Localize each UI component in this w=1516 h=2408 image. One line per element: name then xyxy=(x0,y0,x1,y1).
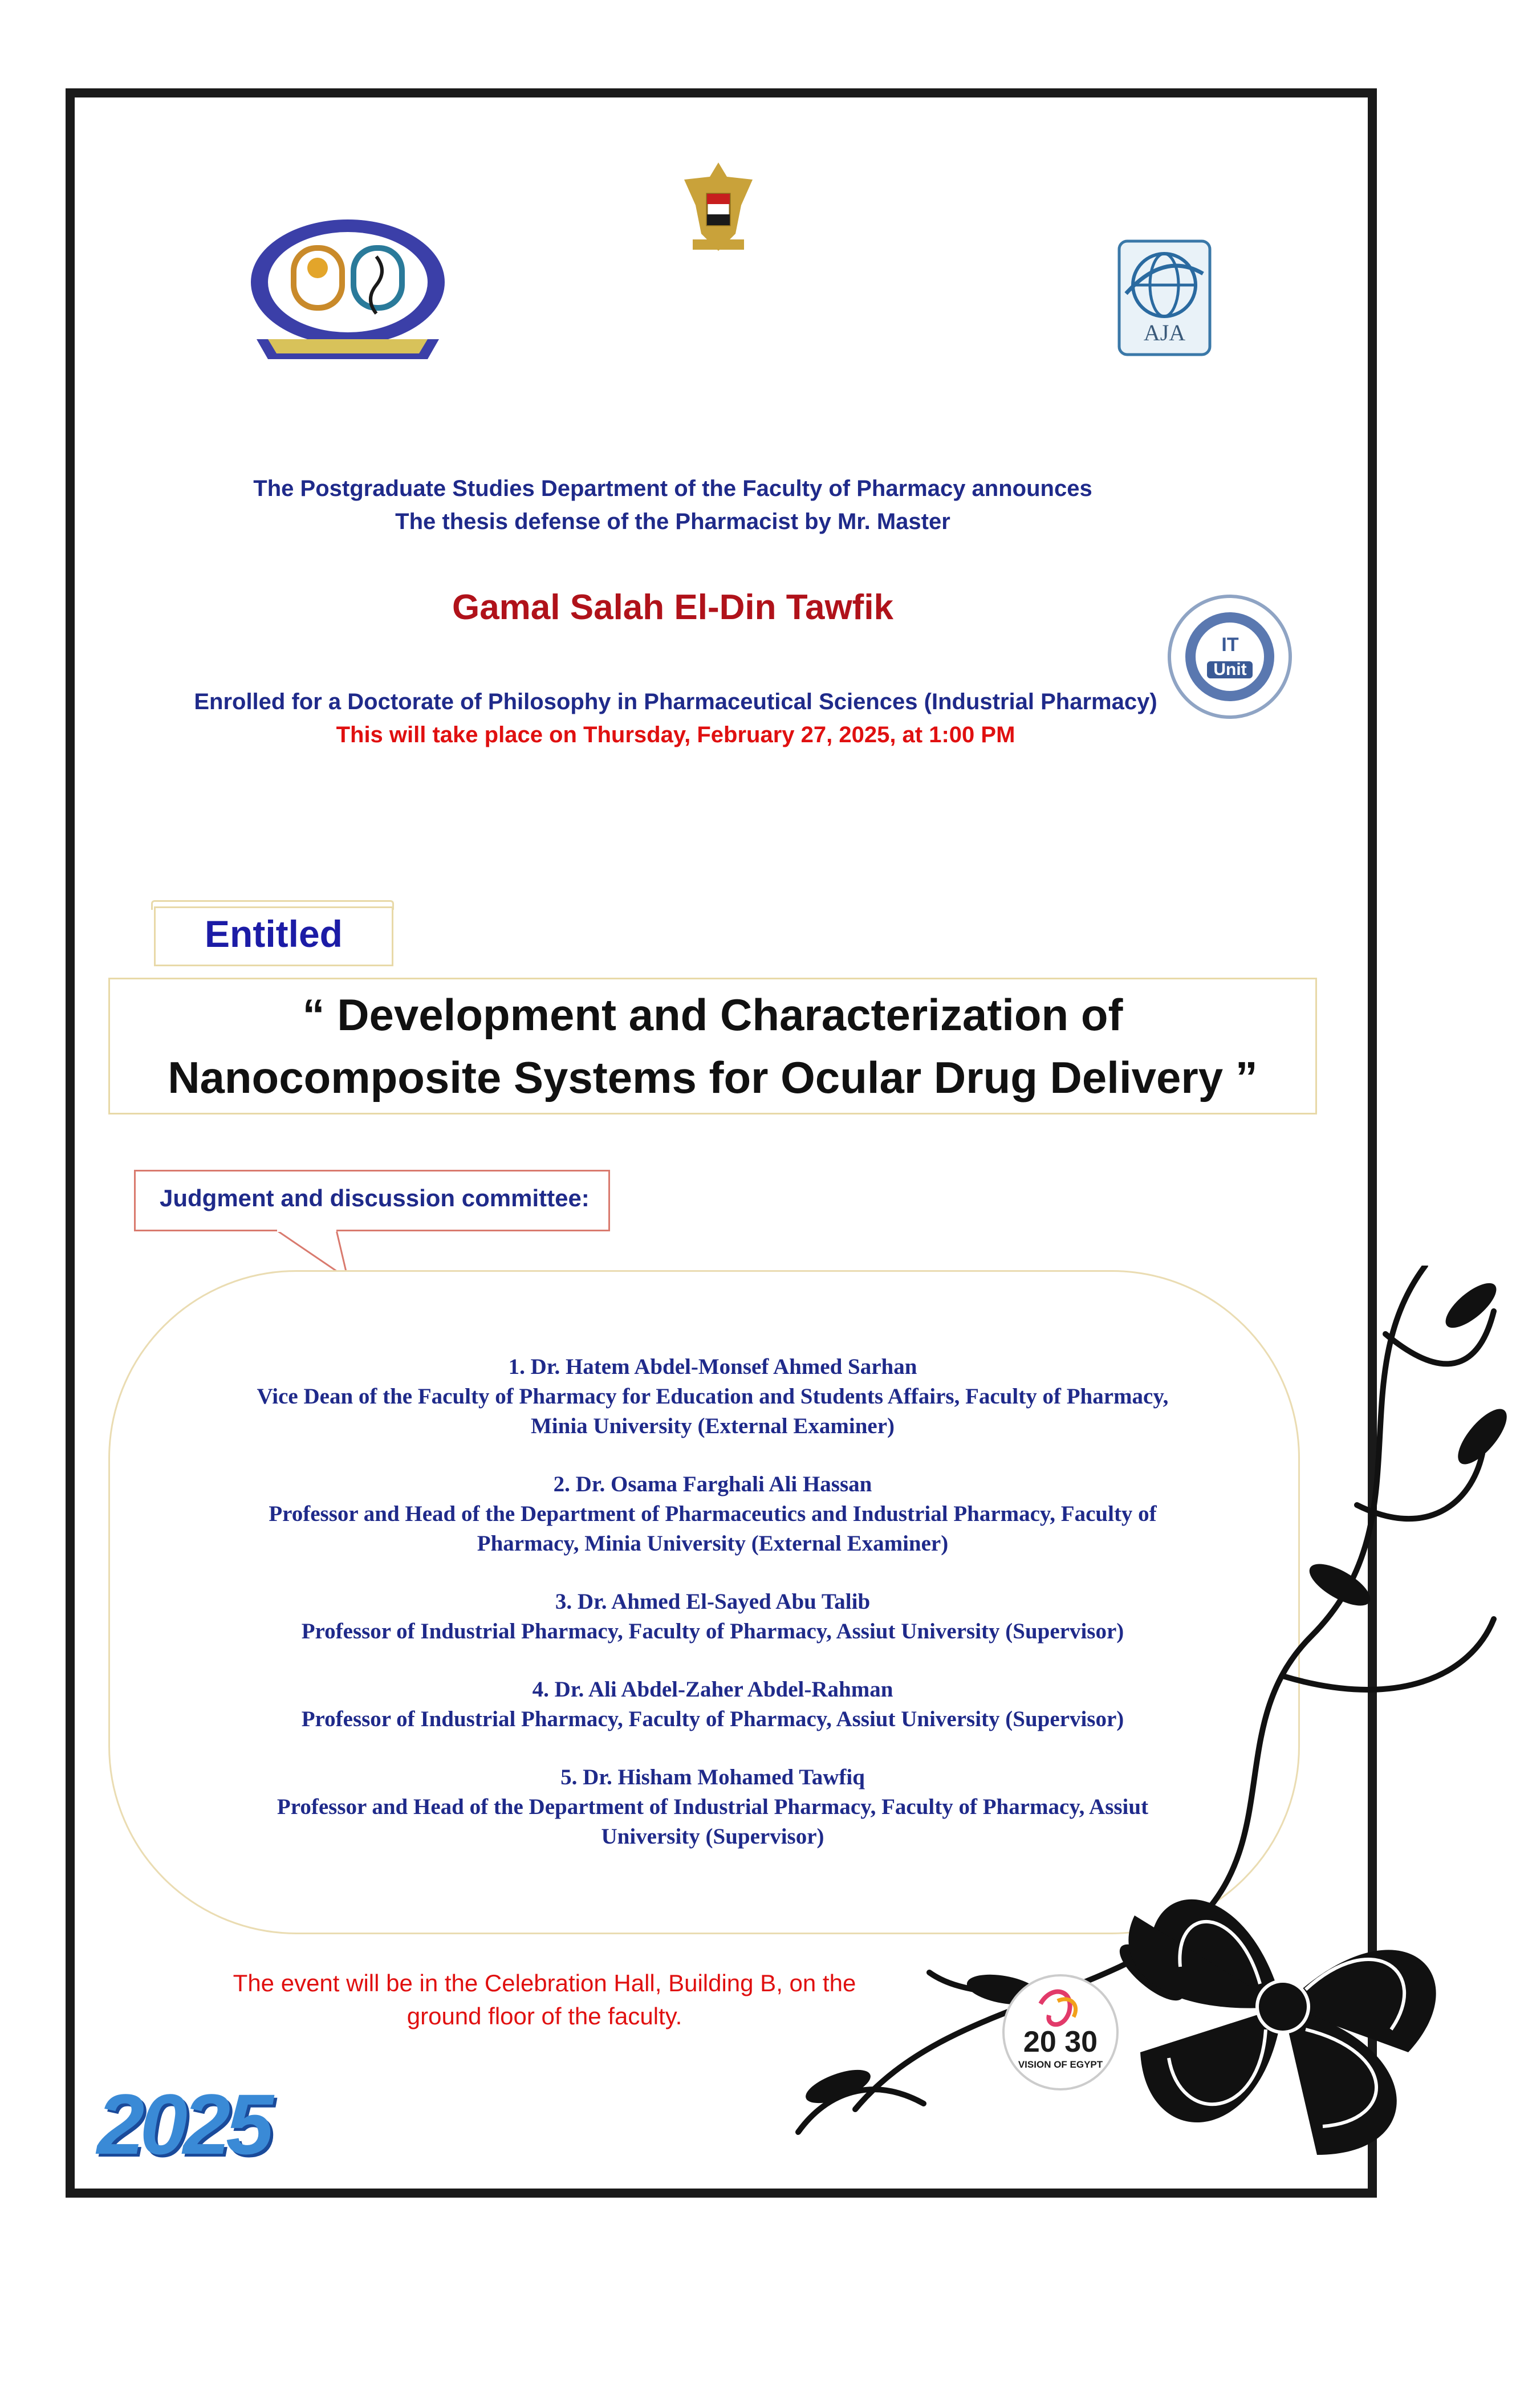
thesis-title-line-1: “ Development and Characterization of xyxy=(302,990,1123,1040)
member-role-line-2: Minia University (External Examiner) xyxy=(531,1414,895,1438)
member-role-line-1: Professor and Head of the Department of Pharmaceutics and Industrial Pharmacy, Faculty of xyxy=(269,1502,1157,1526)
aja-label: AJA xyxy=(1143,320,1186,345)
committee-heading: Judgment and discussion committee: xyxy=(160,1185,590,1211)
it-unit-top-label: IT xyxy=(1221,634,1239,656)
faculty-logo xyxy=(239,208,456,368)
vision-year: 20 30 xyxy=(1023,2025,1098,2059)
it-unit-bottom-label: Unit xyxy=(1213,660,1247,679)
member-role-line-1: Vice Dean of the Faculty of Pharmacy for Education and Students Affairs, Faculty of Pharmacy, xyxy=(257,1384,1169,1409)
entitled-label: Entitled xyxy=(205,913,343,955)
candidate-name: Gamal Salah El-Din Tawfik xyxy=(452,588,894,627)
member-name: 4. Dr. Ali Abdel-Zaher Abdel-Rahman xyxy=(532,1677,893,1702)
member-name: 3. Dr. Ahmed El-Sayed Abu Talib xyxy=(555,1589,871,1614)
announcement-line-1: The Postgraduate Studies Department of the Faculty of Pharmacy announces xyxy=(253,476,1092,501)
schedule-line: This will take place on Thursday, February 27, 2025, at 1:00 PM xyxy=(336,722,1015,747)
year-2025-badge: 2025 xyxy=(97,2076,269,2172)
venue-line-2: ground floor of the faculty. xyxy=(407,2003,682,2029)
member-role-line-1: Professor and Head of the Department of Industrial Pharmacy, Faculty of Pharmacy, Assiut xyxy=(277,1795,1149,1819)
enrollment-line: Enrolled for a Doctorate of Philosophy in Pharmaceutical Sciences (Industrial Pharmacy) xyxy=(194,689,1157,714)
vision-2030-logo xyxy=(1001,1972,1120,2092)
thesis-title-line-2: Nanocomposite Systems for Ocular Drug Delivery ” xyxy=(168,1052,1258,1103)
aja-logo xyxy=(1117,239,1212,356)
floral-decoration xyxy=(684,1266,1511,2263)
member-role-line-2: University (Supervisor) xyxy=(601,1824,824,1849)
announcement-line-2: The thesis defense of the Pharmacist by Mr. Master xyxy=(395,509,950,534)
egypt-eagle-emblem xyxy=(681,160,755,254)
member-name: 2. Dr. Osama Farghali Ali Hassan xyxy=(553,1472,872,1496)
member-name: 1. Dr. Hatem Abdel-Monsef Ahmed Sarhan xyxy=(508,1354,917,1379)
member-name: 5. Dr. Hisham Mohamed Tawfiq xyxy=(560,1765,865,1789)
member-role-line-1: Professor of Industrial Pharmacy, Faculty of Pharmacy, Assiut University (Supervisor) xyxy=(301,1707,1124,1731)
member-role-line-2: Pharmacy, Minia University (External Examiner) xyxy=(477,1531,949,1556)
vision-caption: VISION OF EGYPT xyxy=(1018,2059,1103,2070)
member-role-line-1: Professor of Industrial Pharmacy, Faculty of Pharmacy, Assiut University (Supervisor) xyxy=(301,1619,1124,1644)
venue-line-1: The event will be in the Celebration Hall, Building B, on the xyxy=(233,1970,856,1996)
